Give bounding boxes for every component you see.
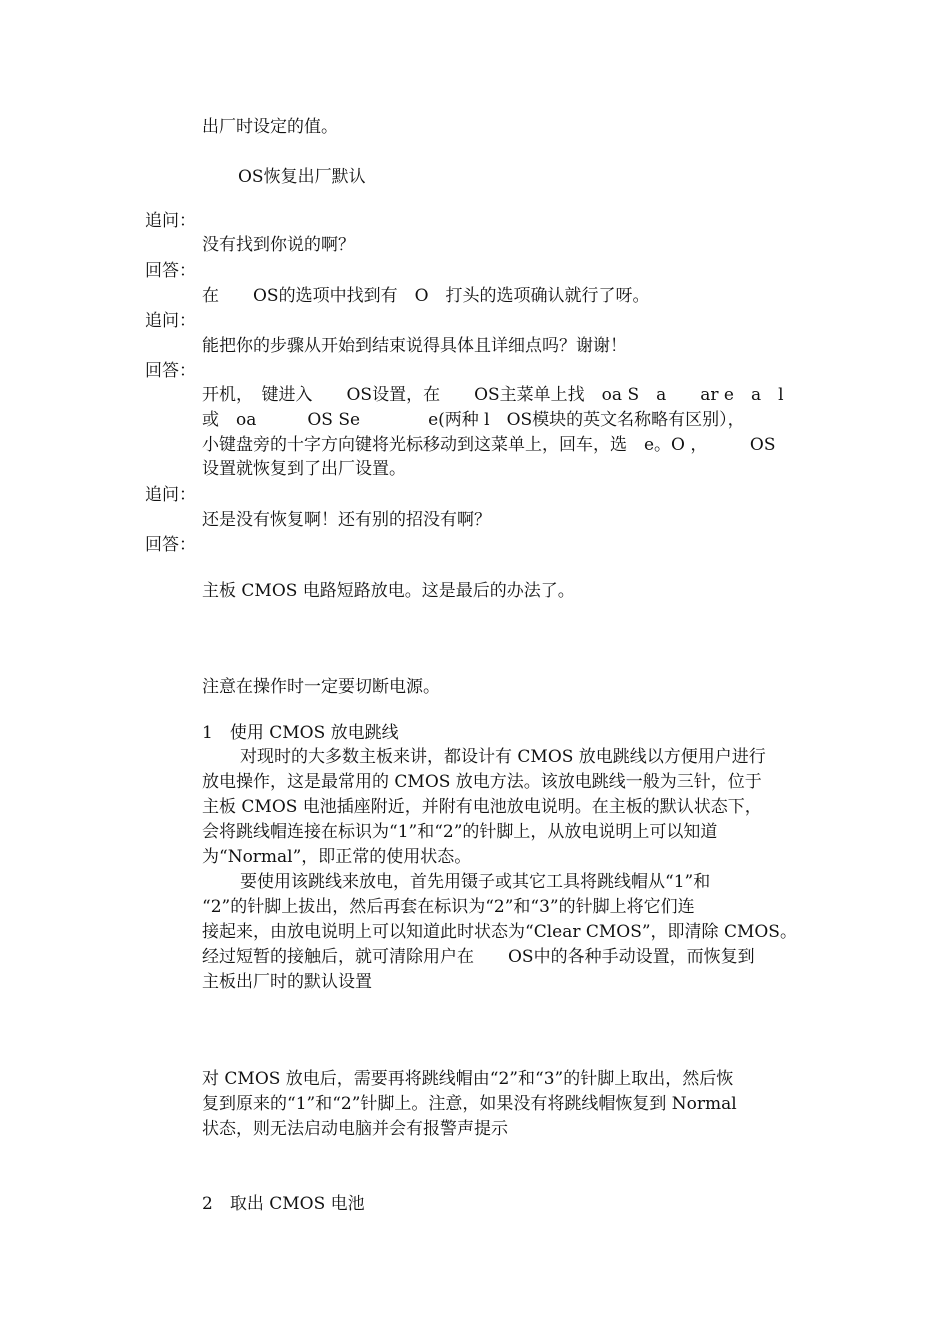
section-2-title: 2 取出 CMOS 电池	[202, 1194, 365, 1214]
paragraph-line: 对现时的大多数主板来讲，都设计有 CMOS 放电跳线以方便用户进行	[240, 747, 766, 767]
paragraph-line: 接起来，由放电说明上可以知道此时状态为“Clear CMOS”，即清除 CMOS。	[202, 922, 797, 942]
qa-text: 能把你的步骤从开始到结束说得具体且详细点吗？谢谢！	[202, 336, 627, 356]
qa-label: 回答：	[145, 535, 196, 555]
paragraph-line: 对 CMOS 放电后，需要再将跳线帽由“2”和“3”的针脚上取出，然后恢	[202, 1069, 734, 1089]
qa-text: 或 oa OS Se e(两种 l OS模块的英文名称略有区别），	[202, 410, 745, 430]
paragraph-line: 主板 CMOS 电池插座附近，并附有电池放电说明。在主板的默认状态下，	[202, 797, 762, 817]
paragraph-line: 经过短暂的接触后，就可清除用户在 OS中的各种手动设置，而恢复到	[202, 947, 755, 967]
paragraph-line: 复到原来的“1”和“2”针脚上。注意，如果没有将跳线帽恢复到 Normal	[202, 1094, 737, 1114]
qa-text: 在 OS的选项中找到有 O 打头的选项确认就行了呀。	[202, 286, 650, 306]
qa-text: 设置就恢复到了出厂设置。	[202, 459, 406, 479]
section-1-title: 1 使用 CMOS 放电跳线	[202, 723, 399, 743]
qa-label: 追问：	[145, 311, 196, 331]
qa-label: 回答：	[145, 261, 196, 281]
qa-label: 追问：	[145, 211, 196, 231]
paragraph-line: 主板出厂时的默认设置	[202, 972, 372, 992]
qa-text: 开机， 键进入 OS设置，在 OS主菜单上找 oa S a ar e a l	[202, 385, 784, 405]
qa-label: 追问：	[145, 485, 196, 505]
notice-line: 注意在操作时一定要切断电源。	[202, 677, 440, 697]
paragraph-line: 状态，则无法启动电脑并会有报警声提示	[202, 1119, 508, 1139]
intro-line: 出厂时设定的值。	[202, 117, 338, 137]
qa-text: 还是没有恢复啊！还有别的招没有啊？	[202, 510, 491, 530]
paragraph-line: 为“Normal”，即正常的使用状态。	[202, 847, 472, 867]
paragraph-line: 要使用该跳线来放电，首先用镊子或其它工具将跳线帽从“1”和	[240, 872, 711, 892]
restore-line: OS恢复出厂默认	[238, 167, 366, 187]
answer-line: 主板 CMOS 电路短路放电。这是最后的办法了。	[202, 581, 575, 601]
paragraph-line: 放电操作，这是最常用的 CMOS 放电方法。该放电跳线一般为三针，位于	[202, 772, 762, 792]
qa-label: 回答：	[145, 361, 196, 381]
qa-text: 小键盘旁的十字方向键将光标移动到这菜单上，回车，选 e。O ， OS	[202, 435, 776, 455]
paragraph-line: “2”的针脚上拔出，然后再套在标识为“2”和“3”的针脚上将它们连	[202, 897, 695, 917]
qa-text: 没有找到你说的啊？	[202, 235, 355, 255]
paragraph-line: 会将跳线帽连接在标识为“1”和“2”的针脚上，从放电说明上可以知道	[202, 822, 718, 842]
